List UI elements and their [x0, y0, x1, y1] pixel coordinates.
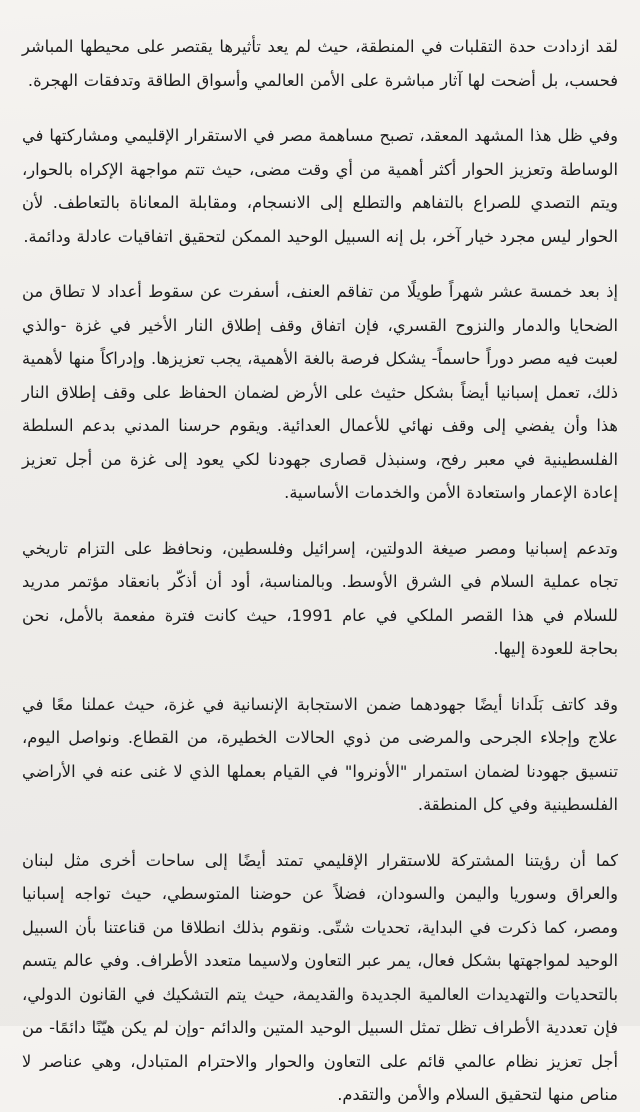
paragraph-spacer: [22, 510, 618, 532]
paragraph-spacer: [22, 253, 618, 275]
paragraph-6: كما أن رؤيتنا المشتركة للاستقرار الإقليمي تمتد أيضًا إلى ساحات أخرى مثل لبنان والعراق وسوريا واليمن والسودان، فضلاً عن حوضنا المتوسطي، حيث تواجه إسبانيا ومصر، كما ذكرت في البداية، تحديات شتّى. ونقوم بذلك انطلاقا من قناعتنا بأن السبيل الوحيد لمواجهتها بشكل فعال، يمر عبر التعاون ولاسيما متعدد الأطراف. وفي عالم يتسم بالتحديات والتهديدات العالمية الجديدة والقديمة، حيث يتم التشكيك في القانون الدولي، فإن تعددية الأطراف تظل تمثل السبيل الوحيد المتين والدائم -وإن لم يكن هيّنًا دائمًا- من أجل تعزيز نظام عالمي قائم على التعاون والحوار والاحترام المتبادل، وهي عناصر لا مناص منها لتحقيق السلام والأمن والتقدم.: [22, 850, 618, 1104]
paragraph-spacer: [22, 97, 618, 119]
paragraph-spacer: [22, 666, 618, 688]
paragraph-2: وفي ظل هذا المشهد المعقد، تصبح مساهمة مصر في الاستقرار الإقليمي ومشاركتها في الوساطة وتعزيز الحوار أكثر أهمية من أي وقت مضى، حيث تتم مواجهة الإكراه بالحوار، ويتم التصدي للصراع بالتفاهم والتطلع إلى الانسجام، ومقابلة المعاناة بالتعاطف. لأن الحوار ليس مجرد خيار آخر، بل إنه السبيل الوحيد الممكن لتحقيق اتفاقيات عادلة ودائمة.: [22, 126, 618, 246]
paragraph-spacer: [22, 822, 618, 844]
paragraph-3: إذ بعد خمسة عشر شهراً طويلًا من تفاقم العنف، أسفرت عن سقوط أعداد لا تطاق من الضحايا والدمار والنزوح القسري، فإن اتفاق وقف إطلاق النار الأخير في غزة -والذي لعبت فيه مصر دوراً حاسماً- يشكل فرصة بالغة الأهمية، يجب تعزيزها. وإدراكاً منها لأهمية ذلك، تعمل إسبانيا أيضاً بشكل حثيث على الأرض لضمان الحفاظ على وقف إطلاق النار هذا وأن يفضي إلى وقف نهائي للأعمال العدائية. ويقوم حرسنا المدني بدعم السلطة الفلسطينية في معبر رفح، وسنبذل قصارى جهودنا لكي يعود إلى غزة من أجل تعزيز إعادة الإعمار واستعادة الأمن والخدمات الأساسية.: [22, 282, 618, 502]
paragraph-4: وتدعم إسبانيا ومصر صيغة الدولتين، إسرائيل وفلسطين، ونحافظ على التزام تاريخي تجاه عملية السلام في الشرق الأوسط. وبالمناسبة، أود أن أذكّر بانعقاد مؤتمر مدريد للسلام في هذا القصر الملكي في عام 1991، حيث كانت فترة مفعمة بالأمل، نحن بحاجة للعودة إليها.: [22, 538, 618, 658]
paragraph-5: وقد كاتف بَلَدانا أيضًا جهودهما ضمن الاستجابة الإنسانية في غزة، حيث عملنا معًا في علاج وإجلاء الجرحى والمرضى من ذوي الحالات الخطيرة، من القطاع. ونواصل اليوم، تنسيق جهودنا لضمان استمرار "الأونروا" في القيام بعملها الذي لا غنى عنه في الأراضي الفلسطينية وفي كل المنطقة.: [22, 694, 618, 814]
paragraph-1: لقد ازدادت حدة التقلبات في المنطقة، حيث لم يعد تأثيرها يقتصر على محيطها المباشر فحسب، بل أضحت لها آثار مباشرة على الأمن العالمي وأسواق الطاقة وتدفقات الهجرة.: [22, 37, 618, 90]
